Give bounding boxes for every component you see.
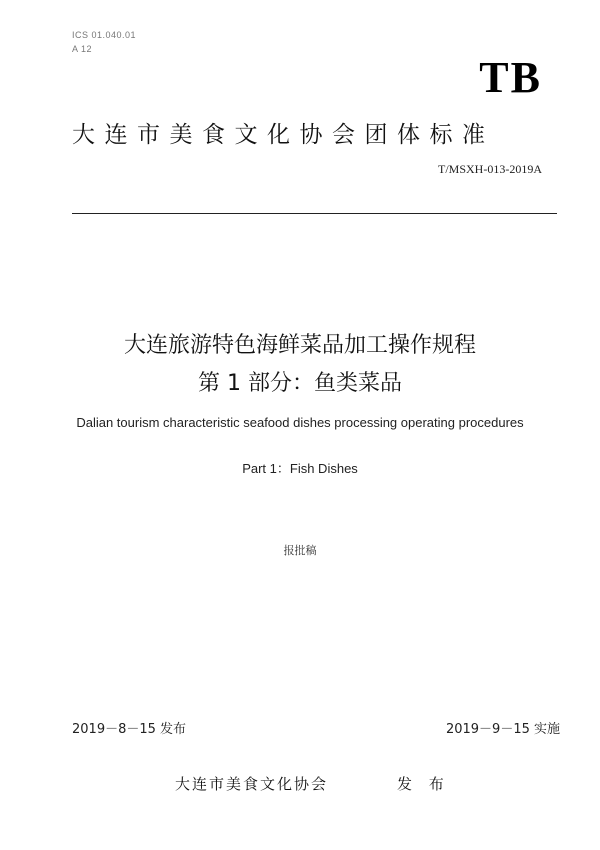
title-chinese-line1: 大连旅游特色海鲜菜品加工操作规程 bbox=[123, 333, 476, 358]
publisher-name: 大连市美食文化协会 bbox=[175, 775, 329, 793]
ics-code: ICS 01.040.01 bbox=[72, 30, 137, 40]
type-mark: TB bbox=[479, 53, 542, 102]
draft-status: 报批稿 bbox=[283, 544, 317, 557]
publish-date: 2019－8－15 发布 bbox=[72, 722, 187, 737]
implement-date: 2019－9－15 实施 bbox=[445, 722, 560, 737]
title-english-line1: Dalian tourism characteristic seafood dishes processing operating procedures bbox=[76, 415, 524, 430]
standard-code: T/MSXH-013-2019A bbox=[438, 162, 542, 176]
organization-title: 大连市美食文化协会团体标准 bbox=[72, 122, 495, 148]
ccs-code: A 12 bbox=[72, 44, 93, 54]
title-chinese-line2: 第 1 部分：鱼类菜品 bbox=[198, 371, 402, 396]
title-english-line2: Part 1：Fish Dishes bbox=[242, 461, 358, 476]
header-divider bbox=[72, 213, 557, 214]
publish-label: 发 布 bbox=[397, 775, 450, 793]
